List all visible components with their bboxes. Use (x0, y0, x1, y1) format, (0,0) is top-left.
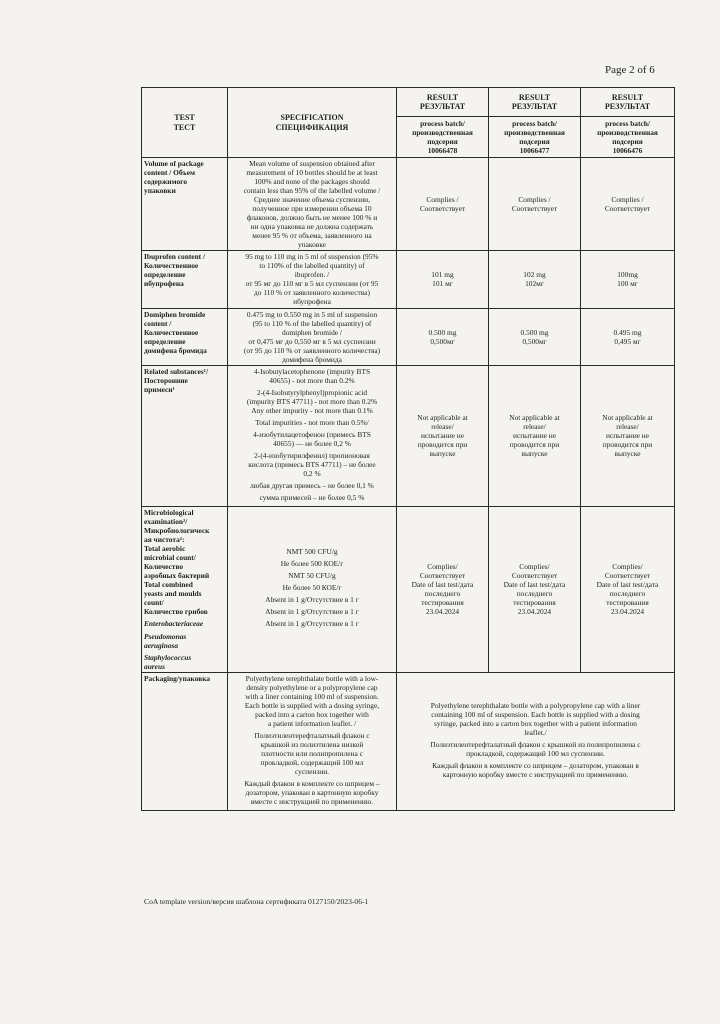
result-line: 100mg (617, 270, 638, 280)
result-domiphen-1 (397, 308, 489, 365)
batch-number: 10066478 (427, 146, 458, 156)
result-line: containing 100 ml of suspension. Each bottle is supplied with a dosing (431, 709, 640, 719)
result-line: release/ (523, 422, 546, 432)
result-line: проводится при (417, 440, 468, 450)
result-ibuprofen-3 (581, 251, 675, 308)
spec-para (230, 481, 394, 490)
result-domiphen-2 (489, 308, 581, 365)
spec-line: Каждый флакон в комплекте со шприцем – (244, 778, 380, 788)
spec-line: любая другая примесь – не более 0,1 % (250, 481, 374, 491)
test-line: yeasts and moulds (144, 589, 202, 599)
result-line: Каждый флакон в комплекте со шприцем – дозатором, упакован в (432, 760, 639, 770)
batch-line: подсерия (427, 137, 458, 146)
batch-line: производственная (597, 127, 658, 137)
test-line: примеси¹ (144, 384, 175, 394)
spec-line: вместе с инструкцией по применению. (250, 797, 374, 807)
spec-line: domiphen bromide / (282, 327, 342, 337)
result-line: испытание не (512, 431, 557, 441)
result-ibuprofen-2 (489, 251, 581, 308)
result-line: 102мг (525, 279, 544, 289)
test-line: content / (144, 318, 172, 328)
spec-line: Не более 50 КОЕ/г (282, 583, 342, 593)
spec-line: 4-Isobutylacetophenone (impurity BTS (253, 366, 371, 376)
test-line: content / Объем (144, 168, 196, 178)
spec-line: Не более 500 КОЕ/г (280, 559, 344, 569)
test-line: aureus (144, 661, 165, 671)
spec-para (230, 418, 394, 427)
spec-line: 40655) — не более 0,2 % (273, 438, 351, 448)
result-line: последнего (424, 589, 461, 599)
result-volume-2 (489, 158, 581, 251)
spec-para (230, 779, 394, 806)
result-line: Соответствует (604, 571, 651, 581)
spec-para (230, 731, 394, 776)
result-label-ru: РЕЗУЛЬТАТ (511, 102, 558, 111)
page-number: Page 2 of 6 (605, 64, 655, 76)
result-label-en: RESULT (518, 92, 551, 102)
result-line: 0,495 мг (614, 336, 641, 346)
test-line: Related substances¹/ (144, 366, 209, 376)
spec-line: (95 to 110 % of the labelled quantity) of (252, 318, 372, 328)
result-line: картонную коробку вместе с инструкцией по применению. (442, 769, 629, 779)
result-packaging (397, 672, 675, 810)
spec-line: Polyethylene terephthalate bottle with a low- (245, 673, 379, 683)
result-line: проводится при (509, 440, 560, 450)
row-domiphen (142, 308, 675, 365)
result-label-en: RESULT (611, 92, 644, 102)
test-domiphen (142, 308, 228, 365)
result-line: Complies / (518, 195, 551, 205)
result-para (399, 740, 672, 758)
spec-para (230, 674, 394, 728)
spec-line: Полиэтилентерефталатный флакон с (254, 730, 370, 740)
result-line: 100 мг (617, 279, 638, 289)
spec-para (230, 388, 394, 415)
header-result-2 (489, 88, 581, 117)
result-line: Соответствует (511, 204, 558, 214)
result-line: Date of last test/дата (411, 580, 474, 590)
result-line: 0.500 mg (428, 327, 457, 337)
row-micro (142, 507, 675, 673)
batch-number: 10066476 (612, 146, 643, 156)
result-line: 23.04.2024 (425, 607, 460, 617)
spec-volume (228, 158, 397, 251)
result-related-3 (581, 365, 675, 506)
header-result-3 (581, 88, 675, 117)
test-line: Domiphen bromide (144, 309, 206, 319)
spec-line: полученное при измерении объема 10 (252, 204, 372, 214)
result-line: release/ (431, 422, 454, 432)
spec-packaging (228, 672, 397, 810)
result-line: Соответствует (419, 571, 466, 581)
test-line: Total combined (144, 580, 193, 590)
spec-line: (impurity BTS 47711) - not more than 0.2% (246, 396, 378, 406)
spec-para (230, 451, 394, 478)
spec-line: флаконов, должно быть не менее 100 % и (246, 213, 378, 223)
test-line: Посторонние (144, 375, 188, 385)
result-line: Not applicable at (509, 413, 560, 423)
result-line: 102 mg (523, 270, 546, 280)
result-line: последнего (609, 589, 646, 599)
spec-line: от 95 мг до 110 мг в 5 мл суспензии (от 95 (245, 279, 379, 289)
result-related-2 (489, 365, 581, 506)
test-related (142, 365, 228, 506)
batch-line: производственная (412, 127, 473, 137)
spec-line: Absent in 1 g/Отсутствие в 1 г (265, 607, 359, 617)
header-row (142, 88, 675, 117)
result-line: Complies/ (519, 562, 550, 572)
spec-line: Mean volume of suspension obtained after (249, 159, 375, 168)
batch-1 (397, 117, 489, 158)
result-line: Not applicable at (417, 413, 468, 423)
test-line: упаковки (144, 186, 176, 196)
spec-domiphen (228, 308, 397, 365)
result-line: 23.04.2024 (610, 607, 645, 617)
test-line: Volume of package (144, 159, 204, 168)
header-spec-en: SPECIFICATION (280, 113, 344, 123)
result-line: Соответствует (511, 571, 558, 581)
test-line: Количество (144, 562, 184, 572)
spec-line: packed into a carton box together with (255, 709, 369, 719)
test-line: Количественное (144, 261, 199, 271)
result-line: 0,500мг (430, 336, 455, 346)
result-related-1 (397, 365, 489, 506)
result-line: Not applicable at (602, 413, 653, 423)
result-line: выпуске (614, 449, 641, 459)
spec-line: 0,2 % (303, 469, 321, 478)
spec-para (230, 493, 394, 502)
header-test (142, 88, 228, 158)
spec-line: ибупрофена (293, 297, 331, 307)
spec-line: от 0,475 мг до 0,550 мг в 5 мл суспензии (248, 336, 376, 346)
result-micro-2 (489, 507, 581, 673)
test-line: ибупрофена (144, 279, 184, 289)
header-spec-ru: СПЕЦИФИКАЦИЯ (275, 122, 349, 132)
test-line: Enterobacteriaceae (144, 619, 204, 629)
spec-line: 4-изобутилацетофенон (примесь BTS (253, 429, 371, 439)
result-para (399, 761, 672, 779)
result-line: Соответствует (604, 204, 651, 214)
test-line: Количественное (144, 327, 199, 337)
spec-line: Absent in 1 g/Отсутствие в 1 г (265, 619, 359, 629)
result-line: испытание не (420, 431, 465, 441)
header-test-en: TEST (174, 113, 195, 123)
result-line: 0,500мг (522, 336, 547, 346)
batch-line: process batch/ (605, 118, 650, 128)
test-micro (142, 507, 228, 673)
result-line: release/ (616, 422, 639, 432)
spec-line: ни одна упаковка не должна содержать (250, 222, 374, 232)
test-line: aeruginosa (144, 640, 179, 650)
spec-line: плотности или полипропилена с (261, 748, 363, 758)
result-micro-3 (581, 507, 675, 673)
spec-micro (228, 507, 397, 673)
test-line: Total aerobic (144, 544, 186, 554)
test-line: examination²/ (144, 517, 188, 527)
spec-line: NMT 50 CFU/g (288, 571, 336, 581)
spec-line: 95 mg to 110 mg in 5 ml of suspension (95% (245, 252, 379, 262)
spec-line: крышкой из полиэтилена низкой (260, 739, 364, 749)
test-line: содержимого (144, 177, 188, 187)
spec-line: суспензии. (294, 766, 330, 776)
template-version-footer: CoA template version/версия шаблона сертификата 0127150/2023-06-1 (144, 897, 369, 906)
batch-number: 10066477 (519, 146, 550, 156)
row-related (142, 365, 675, 506)
spec-line: 2-(4-изобутирилфенил) пропионовая (254, 450, 370, 460)
result-domiphen-3 (581, 308, 675, 365)
result-volume-3 (581, 158, 675, 251)
batch-line: process batch/ (420, 118, 465, 128)
spec-ibuprofen (228, 251, 397, 308)
test-ibuprofen (142, 251, 228, 308)
spec-line: Any other impurity - not more than 0.1% (251, 405, 373, 415)
test-line: microbial count/ (144, 553, 196, 563)
result-line: Полиэтилентерефталатный флакон с крышкой из полипропилена с (430, 739, 641, 749)
result-label-en: RESULT (426, 92, 459, 102)
result-line: прокладкой, содержащий 100 мл суспензии. (466, 748, 605, 758)
test-line: определение (144, 270, 186, 280)
result-para (399, 701, 672, 737)
result-line: Соответствует (419, 204, 466, 214)
spec-line: a patient information leaflet. / (267, 718, 357, 728)
result-line: тестирования (421, 598, 464, 608)
batch-3 (581, 117, 675, 158)
spec-line: Total impurities - not more than 0.5%/ (255, 417, 369, 427)
spec-line: кислота (примесь BTS 47711) – не более (248, 459, 376, 469)
result-volume-1 (397, 158, 489, 251)
spec-line: сумма примесей – не более 0,5 % (259, 493, 365, 503)
result-line: Complies / (611, 195, 644, 205)
spec-line: менее 95 % от объема, заявленного на (252, 231, 372, 241)
spec-line: упаковке (297, 240, 327, 250)
test-packaging (142, 672, 228, 810)
spec-line: measurement of 10 bottles should be at least (246, 168, 378, 178)
spec-line: 2-(4-Isobutyrylphenyl)propionic acid (256, 387, 368, 397)
batch-line: производственная (504, 127, 565, 137)
test-volume (142, 158, 228, 251)
result-line: 23.04.2024 (517, 607, 552, 617)
header-test-ru: ТЕСТ (173, 122, 196, 132)
header-spec (228, 88, 397, 158)
test-line: Packaging/упаковка (144, 673, 211, 683)
result-line: проводится при (602, 440, 653, 450)
result-line: 101 мг (432, 279, 453, 289)
spec-line: Absent in 1 g/Отсутствие в 1 г (265, 595, 359, 605)
spec-line: дозатором, упакован в картонную коробку (245, 788, 379, 797)
spec-line: (от 95 до 110 % от заявленного количества) (243, 345, 381, 355)
test-line: Микробиологическ (144, 526, 210, 536)
result-line: Date of last test/дата (503, 580, 566, 590)
batch-2 (489, 117, 581, 158)
spec-para (230, 430, 394, 448)
row-packaging (142, 672, 675, 810)
coa-table (141, 87, 675, 811)
spec-line: contain less than 95% of the labelled volume / (243, 186, 381, 196)
spec-line: Среднее значение объема суспензии, (254, 195, 370, 205)
spec-line: NMT 500 CFU/g (286, 547, 338, 557)
test-line: Pseudomonas (144, 631, 187, 641)
test-line: домифена бромида (144, 345, 207, 355)
result-line: выпуске (429, 449, 456, 459)
spec-line: with a liner containing 100 ml of suspension. (245, 691, 379, 701)
test-line: Staphylococcus (144, 652, 192, 662)
result-line: leaflet./ (524, 727, 547, 737)
spec-line: 0.475 mg to 0.550 mg in 5 ml of suspension (246, 309, 378, 319)
batch-line: подсерия (612, 137, 643, 146)
spec-line: to 110% of the labelled quantity) of (259, 261, 365, 271)
test-line: аэробных бактерий (144, 571, 210, 581)
result-line: тестирования (513, 598, 556, 608)
result-line: Complies/ (612, 562, 643, 572)
header-result-1 (397, 88, 489, 117)
row-volume (142, 158, 675, 251)
result-line: выпуске (521, 449, 548, 459)
test-line: count/ (144, 598, 164, 608)
spec-line: ibuprofen. / (294, 270, 330, 280)
spec-line: 40655) - not more than 0.2% (269, 375, 355, 385)
test-line: Ibuprofen content / (144, 252, 206, 262)
batch-line: process batch/ (512, 118, 557, 128)
result-label-ru: РЕЗУЛЬТАТ (419, 102, 466, 111)
result-line: последнего (516, 589, 553, 599)
spec-line: 100% and none of the packages should (254, 177, 370, 187)
result-label-ru: РЕЗУЛЬТАТ (604, 102, 651, 111)
batch-line: подсерия (519, 137, 550, 146)
test-line: Количество грибов (144, 607, 208, 617)
result-line: Date of last test/дата (596, 580, 659, 590)
spec-related (228, 365, 397, 506)
test-line: ая чистота²: (144, 535, 185, 545)
spec-line: до 110 % от заявленного количества) (254, 288, 370, 298)
row-ibuprofen (142, 251, 675, 308)
result-line: Complies/ (427, 562, 458, 572)
result-line: 101 mg (431, 270, 454, 280)
result-line: 0.495 mg (613, 327, 642, 337)
result-line: тестирования (606, 598, 649, 608)
spec-line: прокладкой, содержащий 100 мл (260, 757, 364, 767)
test-line: определение (144, 336, 186, 346)
spec-line: Each bottle is supplied with a dosing syringe, (244, 700, 380, 710)
result-line: Complies / (426, 195, 459, 205)
result-micro-1 (397, 507, 489, 673)
spec-line: домифена бромида (282, 354, 342, 364)
result-line: Polyethylene terephthalate bottle with a polypropylene cap with a liner (430, 700, 641, 710)
result-ibuprofen-1 (397, 251, 489, 308)
result-line: испытание не (605, 431, 650, 441)
result-line: 0.500 mg (520, 327, 549, 337)
result-line: syringe, packed into a carton box together with a patient information (434, 718, 637, 728)
spec-line: density polyethylene or a polypropylene cap (246, 682, 378, 692)
test-line: Microbiological (144, 508, 194, 518)
spec-para (230, 367, 394, 385)
